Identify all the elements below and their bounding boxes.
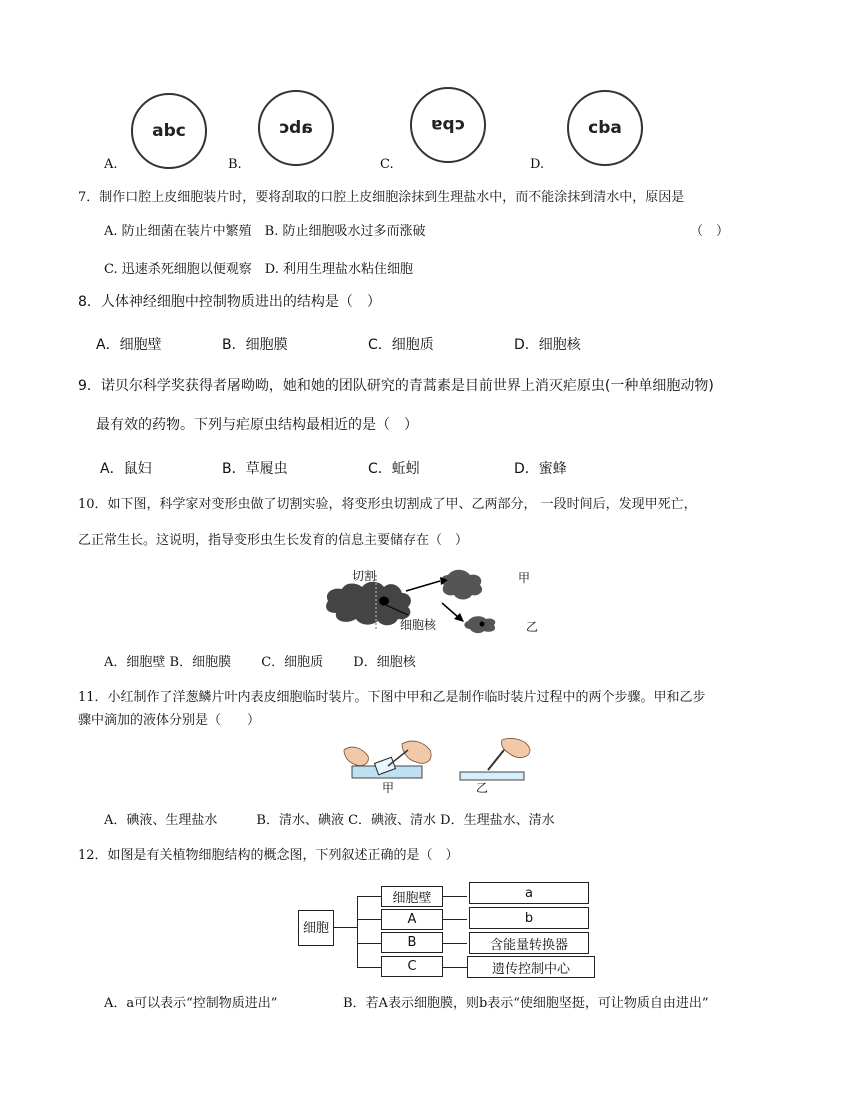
q8-option-c: C．细胞质 — [368, 337, 434, 353]
q7-stem: 7．制作口腔上皮细胞装片时，要将刮取的口腔上皮细胞涂抹到生理盐水中，而不能涂抹到清水中，原因是 — [78, 190, 685, 205]
connector-root — [334, 927, 358, 928]
option-a-image: abc — [131, 93, 207, 169]
connector-branch-4 — [357, 967, 381, 968]
connector-branch-1 — [357, 896, 381, 897]
dropper-yi — [488, 750, 504, 770]
connector-right-1 — [443, 896, 467, 897]
q12-option-b: B．若A表示细胞膜，则b表示“使细胞坚挺，可让物质自由进出” — [343, 996, 709, 1011]
q11-stem-line1: 11．小红制作了洋葱鳞片叶内表皮细胞临时装片。下图中甲和乙是制作临时装片过程中的两个步骤。甲和乙步 — [78, 690, 706, 705]
q11-options: A．碘液、生理盐水 B．清水、碘液 C．碘液、清水 D．生理盐水、清水 — [104, 813, 555, 828]
q8-option-a: A．细胞壁 — [96, 337, 162, 353]
q10-stem-line2: 乙正常生长。这说明，指导变形虫生长发育的信息主要储存在（ ） — [78, 533, 469, 548]
q7-options-line2: C. 迅速杀死细胞以便观察 D. 利用生理盐水粘住细胞 — [104, 262, 413, 277]
q9-option-b: B．草履虫 — [222, 461, 288, 477]
q9-stem-line1: 9．诺贝尔科学奖获得者屠呦呦，她和她的团队研究的青蒿素是目前世界上消灭疟原虫(一种单细胞动物) — [78, 378, 714, 394]
part-jia — [441, 570, 482, 600]
arrow-to-yi — [442, 603, 458, 617]
slide-yi — [460, 772, 524, 780]
q7-options-line1: A. 防止细菌在装片中繁殖 B. 防止细胞吸水过多而涨破 — [104, 224, 426, 239]
hand-yi — [501, 738, 530, 757]
connector-right-2 — [443, 919, 467, 920]
q12-option-a: A．a可以表示“控制物质进出” — [104, 996, 278, 1011]
q8-option-b: B．细胞膜 — [222, 337, 288, 353]
concept-root-label: 细胞 — [302, 920, 329, 936]
label-nucleus: 细胞核 — [400, 618, 437, 632]
q9-option-a: A．鼠妇 — [100, 461, 152, 477]
q10-stem-line1: 10．如下图，科学家对变形虫做了切割实验，将变形虫切割成了甲、乙两部分， 一段时间后，发现甲死亡， — [78, 497, 697, 512]
option-c-label: C. — [380, 157, 394, 172]
concept-box-B: B — [381, 932, 443, 953]
concept-box-cell-wall: 细胞壁 — [381, 886, 443, 907]
q10-options: A．细胞壁 B．细胞膜 C．细胞质 D．细胞核 — [104, 655, 416, 670]
label-yi: 乙 — [526, 620, 539, 634]
option-d-label: D. — [530, 157, 545, 172]
concept-box-a: a — [469, 882, 589, 904]
q7-answer-bracket: （ ） — [690, 224, 730, 239]
label-cut: 切割 — [352, 569, 377, 583]
q9-stem-line2: 最有效的药物。下列与疟原虫结构最相近的是（ ） — [96, 417, 418, 433]
concept-box-energy-converter: 含能量转换器 — [469, 932, 589, 954]
q8-stem: 8．人体神经细胞中控制物质进出的结构是（ ） — [78, 294, 381, 310]
q12-stem: 12．如图是有关植物细胞结构的概念图，下列叙述正确的是（ ） — [78, 848, 459, 863]
option-c-image: cba — [410, 87, 486, 163]
concept-box-genetic-control: 遗传控制中心 — [467, 956, 595, 978]
part-yi-nucleus — [480, 622, 485, 627]
amoeba-cutting-figure — [322, 563, 552, 635]
q8-option-d: D．细胞核 — [514, 337, 581, 353]
amoeba-body — [326, 582, 411, 626]
connector-branch-3 — [357, 943, 381, 944]
option-b-image: abc — [258, 90, 334, 166]
option-d-image: cba — [567, 90, 643, 166]
q9-option-c: C．蚯蚓 — [368, 461, 420, 477]
hand-jia-left — [344, 747, 368, 765]
concept-box-b: b — [469, 907, 589, 929]
label-jia: 甲 — [518, 571, 531, 585]
connector-right-3 — [443, 943, 467, 944]
label-jia: 甲 — [382, 781, 395, 794]
connector-right-4 — [443, 967, 467, 968]
connector-trunk — [357, 896, 358, 968]
q11-stem-line2: 骤中滴加的液体分别是（ ） — [78, 713, 261, 728]
concept-box-A: A — [381, 909, 443, 930]
slide-preparation-figure — [342, 738, 532, 794]
option-b-label: B. — [228, 157, 242, 172]
nucleus-dot — [379, 597, 389, 606]
q9-option-d: D．蜜蜂 — [514, 461, 567, 477]
connector-branch-2 — [357, 919, 381, 920]
concept-box-C: C — [381, 956, 443, 977]
option-a-label: A. — [104, 157, 118, 172]
arrow-to-jia — [406, 581, 440, 591]
concept-root-box — [298, 910, 334, 946]
label-yi: 乙 — [476, 781, 489, 794]
